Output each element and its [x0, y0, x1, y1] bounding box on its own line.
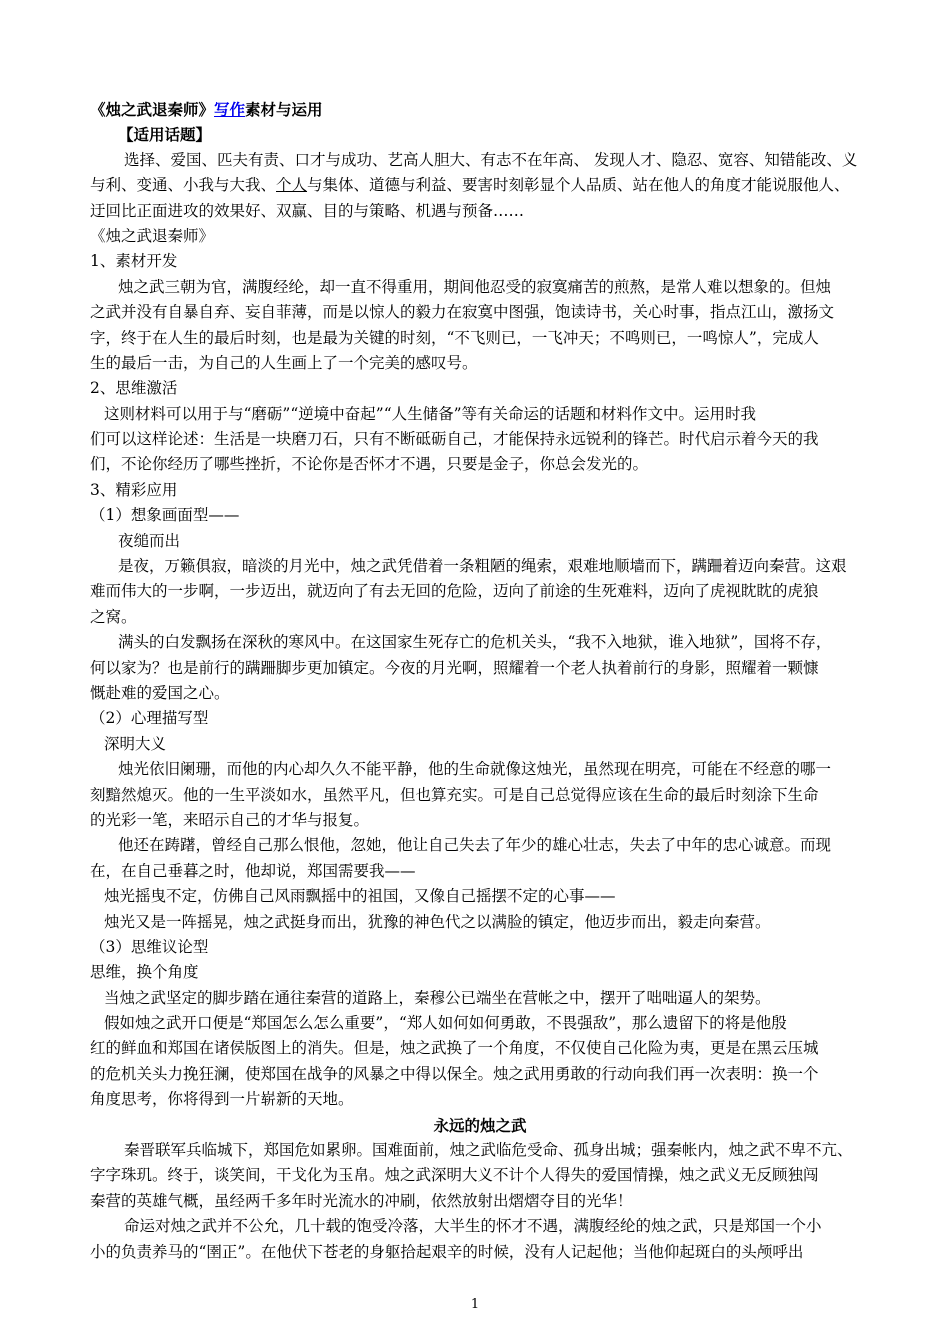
paragraph-line: 红的鲜血和郑国在诸侯版图上的消失。但是，烛之武换了一个角度，不仅使自己化险为夷，更是在黑云压城	[90, 1039, 819, 1058]
paragraph-line: 字字珠玑。终于，谈笑间，干戈化为玉帛。烛之武深明大义不计个人得失的爱国情操，烛之武义无反顾独闯	[90, 1166, 819, 1185]
paragraph-line: 的危机关头力挽狂澜，使郑国在战争的风暴之中得以保全。烛之武用勇敢的行动向我们再一次表明：换一个	[90, 1064, 819, 1083]
title-link[interactable]: 写作	[214, 100, 246, 119]
paragraph-line: 生的最后一击，为自己的人生画上了一个完美的感叹号。	[90, 353, 478, 372]
paragraph-line: 当烛之武坚定的脚步踏在通往秦营的道路上，秦穆公已端坐在营帐之中，摆开了咄咄逼人的架势。	[104, 988, 771, 1007]
topics-line	[90, 173, 870, 198]
paragraph-line: 之窝。	[90, 607, 137, 626]
document-title	[90, 97, 870, 122]
subsection-subtitle: 夜缒而出	[118, 531, 181, 550]
subsection-label: （2）心理描写型	[90, 709, 209, 728]
subsection-subtitle: 思维，换个角度	[90, 963, 199, 982]
paragraph-line: 刻黯然熄灭。他的一生平淡如水，虽然平凡，但也算充实。可是自己总觉得应该在生命的最后时刻涂下生命	[90, 785, 819, 804]
title-text-suffix: 素材与运用	[245, 100, 323, 119]
paragraph-line: 何以家为？也是前行的蹒跚脚步更加镇定。今夜的月光啊，照耀着一个老人执着前行的身影，照耀着一颗慷	[90, 658, 819, 677]
paragraph-line: 们可以这样论述：生活是一块磨刀石，只有不断砥砺自己，才能保持永远锐利的锋芒。时代启示着今天的我	[90, 430, 819, 449]
paragraph-line: 这则材料可以用于与“磨砺”“逆境中奋起”“人生储备”等有关命运的话题和材料作文中。运用时我	[104, 404, 757, 423]
paragraph-line: 烛光又是一阵摇晃，烛之武挺身而出，犹豫的神色代之以满脸的镇定，他迈步而出，毅走向秦营。	[104, 912, 771, 931]
essay-title: 永远的烛之武	[433, 1115, 527, 1135]
paragraph-line: 在，在自己垂暮之时，他却说，郑国需要我——	[90, 861, 416, 880]
paragraph-line: 慨赴难的爱国之心。	[90, 683, 230, 702]
paragraph-line: 角度思考，你将得到一片崭新的天地。	[90, 1090, 354, 1109]
paragraph-line: 命运对烛之武并不公允，几十载的饱受冷落，大半生的怀才不遇，满腹经纶的烛之武，只是郑国一个小	[124, 1217, 822, 1236]
paragraph-line: 难而伟大的一步啊，一步迈出，就迈向了有去无回的危险，迈向了前途的生死难料，迈向了虎视眈眈的虎狼	[90, 582, 819, 601]
subsection-subtitle: 深明大义	[104, 734, 167, 753]
section-heading: 1、素材开发	[90, 252, 178, 271]
topics-line: 选择、爱国、匹夫有责、口才与成功、艺高人胆大、有志不在年高、 发现人才、隐忍、宽容、知错能改、义	[124, 150, 858, 169]
paragraph-line: 他还在踌躇，曾经自己那么恨他，忽她，他让自己失去了年少的雄心壮志，失去了中年的忠心诚意。而现	[118, 836, 832, 855]
paragraph-line: 烛之武三朝为官，满腹经纶，却一直不得重用，期间他忍受的寂寞痛苦的煎熬，是常人难以想象的。但烛	[118, 277, 832, 296]
source-title: 《烛之武退秦师》	[90, 226, 215, 245]
paragraph-line: 的光彩一笔，来昭示自己的才华与报复。	[90, 810, 370, 829]
title-text: 《烛之武退秦师》	[90, 100, 215, 119]
section-heading: 2、思维激活	[90, 379, 178, 398]
paragraph-line: 小的负责养马的“圉正”。在他伏下苍老的身躯拾起艰辛的时候，没有人记起他；当他仰起斑白的头颅呼出	[90, 1242, 804, 1261]
paragraph-line: 秦晋联军兵临城下，郑国危如累卵。国难面前，烛之武临危受命、孤身出城；强秦帐内，烛之武不卑不亢、	[124, 1141, 853, 1160]
paragraph-line: 满头的白发飘扬在深秋的寒风中。在这国家生死存亡的危机关头，“我不入地狱，谁入地狱”，国将不存，	[118, 633, 832, 652]
page-number: 1	[470, 1297, 480, 1312]
topics-line: 迂回比正面进攻的效果好、双赢、目的与策略、机遇与预备……	[90, 201, 525, 220]
paragraph-line: 字，终于在人生的最后时刻，也是最为关键的时刻，“不飞则已，一飞冲天；不鸣则已，一鸣惊人”，完成人	[90, 328, 819, 347]
topics-text: 与利、变通、小我与大我、	[90, 176, 277, 195]
topics-heading: 【适用话题】	[118, 125, 212, 145]
paragraph-line: 秦营的英雄气概，虽经两千多年时光流水的冲刷，依然放射出熠熠夺目的光华！	[90, 1191, 633, 1210]
topics-text: 与集体、道德与利益、要害时刻彰显个人品质、站在他人的角度才能说服他人、	[307, 176, 850, 195]
paragraph-line: 是夜，万籁俱寂，暗淡的月光中，烛之武凭借着一条粗陋的绳索，艰难地顺墙而下，蹒跚着迈向秦营。这艰	[118, 557, 847, 576]
topics-underlined-text: 个人	[276, 176, 308, 195]
paragraph-line: 烛光摇曳不定，仿佛自己风雨飘摇中的祖国，又像自己摇摆不定的心事——	[104, 887, 616, 906]
paragraph-line: 之武并没有自暴自弃、妄自菲薄，而是以惊人的毅力在寂寞中图强，饱读诗书，关心时事，指点江山，激扬文	[90, 303, 835, 322]
subsection-label: （3）思维议论型	[90, 937, 209, 956]
paragraph-line: 烛光依旧阑珊，而他的内心却久久不能平静，他的生命就像这烛光，虽然现在明亮，可能在不经意的哪一	[118, 760, 832, 779]
document-body	[90, 97, 870, 1265]
paragraph-line: 假如烛之武开口便是“郑国怎么怎么重要”，“郑人如何如何勇敢，不畏强敌”，那么遗留下的将是他殷	[104, 1014, 787, 1033]
paragraph-line: 们，不论你经历了哪些挫折，不论你是否怀才不遇，只要是金子，你总会发光的。	[90, 455, 649, 474]
section-heading: 3、精彩应用	[90, 480, 178, 499]
subsection-label: （1）想象画面型——	[90, 506, 240, 525]
